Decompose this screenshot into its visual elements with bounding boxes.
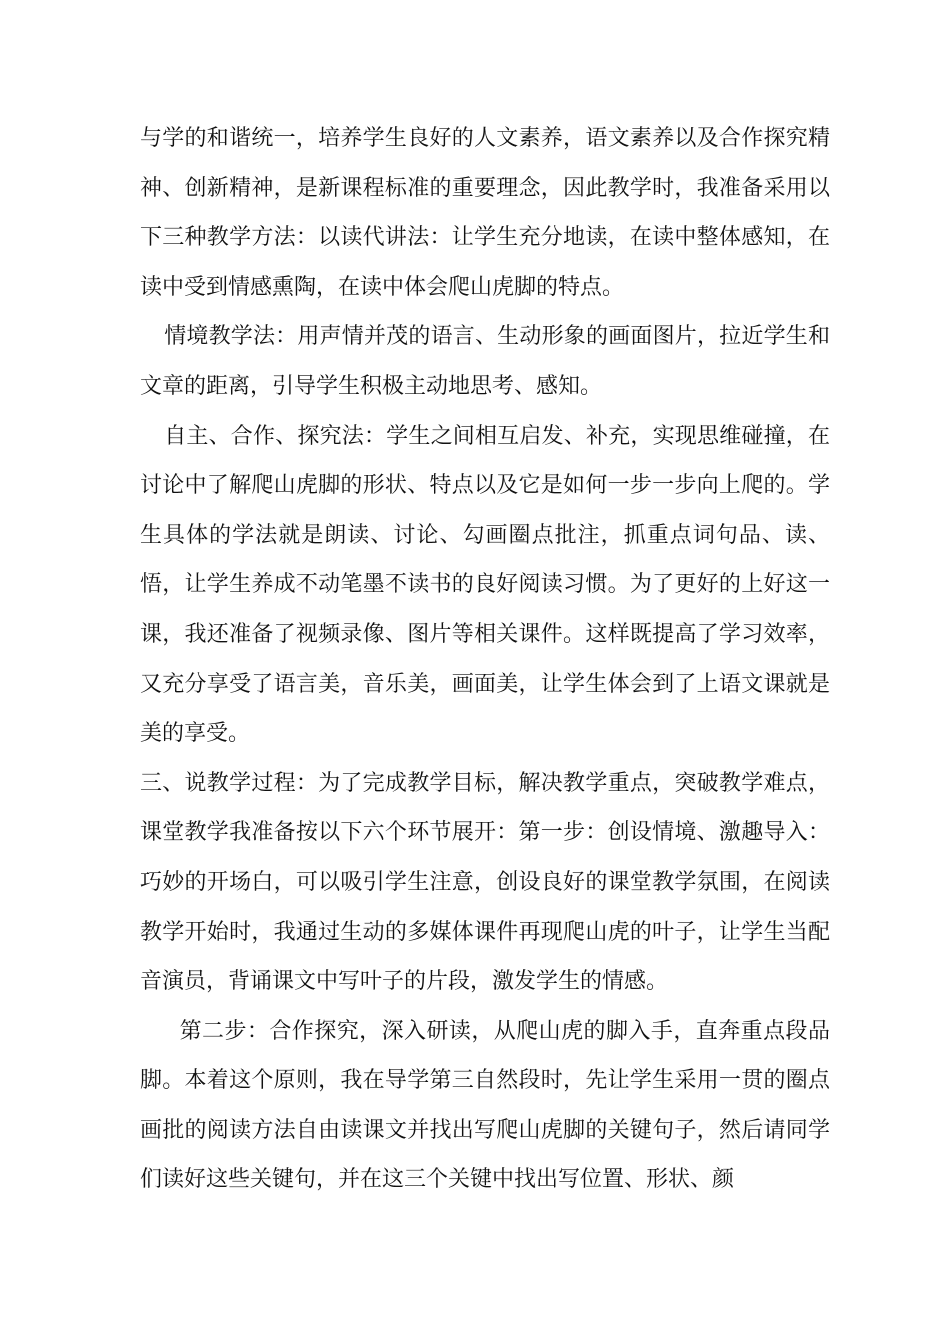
paragraph-teaching-methods: 与学的和谐统一，培养学生良好的人文素养，语文素养以及合作探究精神、创新精神，是新课程标准的重要理念，因此教学时，我准备采用以下三种教学方法：以读代讲法：让学生充分地读，在读中整体感知，在读中受到情感熏陶，在读中体会爬山虎脚的特点。	[140, 126, 830, 300]
paragraph-step-two: 第二步：合作探究，深入研读，从爬山虎的脚入手，直奔重点段品脚。本着这个原则，我在导学第三自然段时，先让学生采用一贯的圈点画批的阅读方法自由读课文并找出写爬山虎脚的关键句子，然后请同学们读好这些关键句，并在这三个关键中找出写位置、形状、颜	[140, 1018, 830, 1193]
paragraph-inquiry-method: 自主、合作、探究法：学生之间相互启发、补充，实现思维碰撞，在讨论中了解爬山虎脚的形状、特点以及它是如何一步一步向上爬的。学生具体的学法就是朗读、讨论、勾画圈点批注，抓重点词句品、读、悟，让学生养成不动笔墨不读书的良好阅读习惯。为了更好的上好这一课，我还准备了视频录像、图片等相关课件。这样既提高了学习效率，又充分享受了语言美，音乐美，画面美，让学生体会到了上语文课就是美的享受。	[140, 423, 830, 747]
paragraph-situational-teaching: 情境教学法：用声情并茂的语言、生动形象的画面图片，拉近学生和文章的距离，引导学生积极主动地思考、感知。	[140, 324, 830, 399]
paragraph-teaching-process: 三、说教学过程：为了完成教学目标，解决教学重点，突破教学难点，课堂教学我准备按以下六个环节展开：第一步：创设情境、激趣导入：巧妙的开场白，可以吸引学生注意，创设良好的课堂教学氛围，在阅读教学开始时，我通过生动的多媒体课件再现爬山虎的叶子，让学生当配音演员，背诵课文中写叶子的片段，激发学生的情感。	[140, 770, 830, 995]
document-body	[140, 114, 830, 1205]
